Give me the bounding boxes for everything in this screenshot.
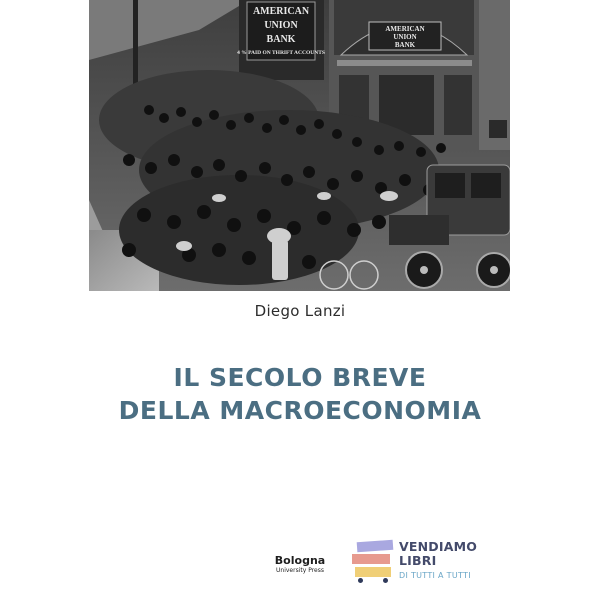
book-stack-bar-3 [355,567,391,577]
publisher-name: Bologna [274,554,326,567]
sign-left-line-2: UNION [264,20,298,31]
book-stack-bar-1 [357,540,394,552]
book-title-line-1: IL SECOLO BREVE [173,363,427,392]
book-title-line-2: DELLA MACROECONOMIA [118,396,482,425]
cart-wheel-left [358,578,363,583]
publisher-logo [270,554,330,575]
vendiamo-libri-tagline: DI TUTTI A TUTTI [399,571,471,580]
book-stack-icon [352,538,394,584]
sign-right-line-1: AMERICAN [385,25,425,33]
book-stack-bar-2 [352,554,390,564]
sign-right-line-2: UNION [393,33,417,41]
sign-left-line-1: AMERICAN [252,6,310,17]
sign-left-small: 4 % PAID ON THRIFT ACCOUNTS [237,50,325,56]
cover-photo [89,0,510,291]
sign-right-line-3: BANK [394,41,416,49]
publisher-subtitle: University Press [276,567,324,574]
vendiamo-libri-line-2: LIBRI [399,553,437,568]
crowd-photo-illustration [89,0,510,291]
vendiamo-libri-logo [399,540,477,582]
cart-wheel-right [383,578,388,583]
author-name: Diego Lanzi [254,302,346,320]
sign-left-line-3: BANK [266,34,296,45]
vendiamo-libri-line-1: VENDIAMO [399,539,478,554]
